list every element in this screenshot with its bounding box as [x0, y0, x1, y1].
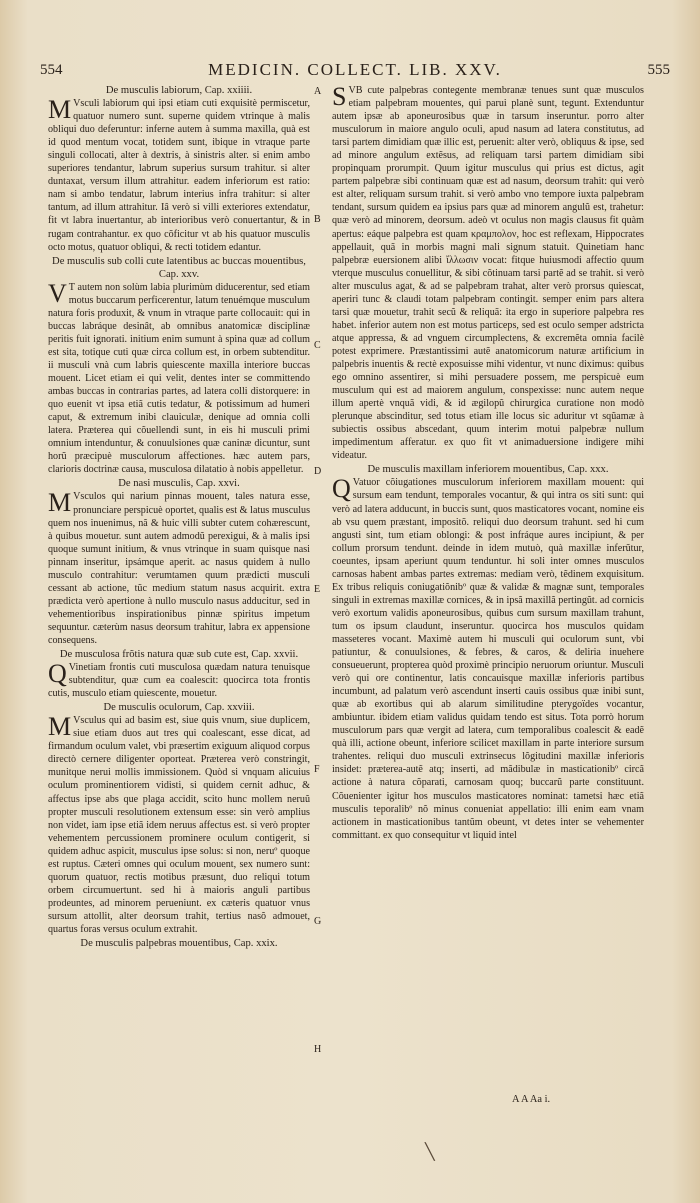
- chapter-title: De musculis oculorum, Cap. xxviii.: [103, 702, 255, 714]
- pen-mark: ╲: [425, 1144, 435, 1161]
- paragraph: [48, 490, 310, 647]
- initial-letter: Q: [48, 659, 67, 689]
- paragraph-text: Vatuor cõiugationes musculorum inferiorem maxillam mouent: qui sursum eam tendunt, temporales vocantur, & qui intra os siti sunt: qui verò ad latera adducunt, in buccis sunt, quos masticatores vocant, nomine eis ab vsu quem præstant, impositõ. reliqui duo deorsum trahunt. sed hi cum angusti sint, tum etiam oblongi: & post infráque aures incipiunt, & per collum prorsum tendunt. deinde in idem mutuò, quà maxillæ inferũtur, coeuntes, ipsam aperiunt quum tenduntur. hi soli inter omnes musculos carnosas habent ambas partes extremas: mediam verò, tẽdinem exquisitum. Ex tribus reliquis coniugatiõnibº quæ & validæ & magnæ sunt, temporales singuli in extremas maxillæ cornices, & in ipsã maxillã pertingũt. ad cornicis verò exortum validis aponeurosibus, quibus cum sursum maxillam trahunt, tum os ipsum claudunt, inseruntur. quocirca hos musculos quidam masseteres vocant. Maximè autem hi musculi qui oculorum sunt, vbi patiuntur, & conuulsiones, & febres, & caros, & deliria inuehere consueuerunt, propterea quòd proximè principio neruorum oriuntur. Musculi verò qui ore continentur, latis concauisque maxillæ inferioris partibus incumbunt, ad palatum verò ascendunt inserti cauis ossibus quæ inibi sunt, quæ ab exortibus qui ab alarum similitudine pterygoïdes vocantur, ambiuntur. ibidem etiam validus quidam tendo est situs. Tota porrò horum musculorum pars quæ vergit ad latera, cum temporalibus coalescit & eadẽ quà illi, actione obeunt, inferiore scilicet maxillam in parte interiore sursum trahentes. reliqui duo musculi extrinsecus lõgitudini maxillæ inferioris insidet: præterea-autẽ atq; inserti, ad mãdibulæ in masticationibº circã actione à natura cõparati, carnosam quoq; buccarũ parte constituunt. Cõuenienter igitur hos musculos masticatores nominat: tametsi hæc etiã musculis teporalibº nõ minus conueniat appellatio: illi enim eam vnam actionem in masticationibus tantũm obeunt, vt detes inter se vehementer committant. ex quo consequitur vt liquid intel: [332, 477, 644, 841]
- margin-letter: C: [314, 340, 321, 351]
- right-text-column: [332, 84, 644, 843]
- paragraph-text: Vsculi labiorum qui ipsi etiam cuti exquisitè permiscetur, quatuor numero sunt. superne quidem vtrinque à malis obliqui duo deferuntur: inferne autem à summa maxilla, quà est id quod mentum vocat, totidem sunt, ibique in vtraque parte singuli collocati, alter à dextris, à sinistris alter. si enim ambo superiores tendantur, labrum superius sursum trahitur. si alter duntaxat, versum illum attrahitur. eadem inferiorum est ratio: nam si ambo tendatur, labrum interius infra trahitur: si alter tantum, ad illum attrahitur. Iâ verò si villi exteriores extendatur, fit vt labra inuertantur, ab interioribus verò conuertantur, & in rugam contrahantur. ex quo cõficitur vt ab his quatuor musculis octo motus, quatuor obliqui, & recti totidem edantur.: [48, 98, 310, 253]
- paragraph-text: Vsculos qui narium pinnas mouent, tales natura esse, pronunciare perspicuè oportet, qualis est & latus musculus quem nos inuenimus, nã & huic villi subter cutem cohærescunt, à quibus mouetur. sunt autem admodũ perexigui, & à malis ipsi quoque sumunt initium, & vnus vtrinque in suam quisque nasi pinnam inseritur, ipsámque aperit. ac nasus quidem à nullo musculo contrahitur: verumtamen quum prædicti musculi cessant ab actione, tũc medium statum nasus acquirit. extra prædicta verò apertione à nullo musculo nasus adducitur, sed in vehementioribus inspirationibus pinnæ spiritus impetum sequuntur. cæterùm nasus deorsum trahitur, labra ex appensione consequens.: [48, 491, 310, 646]
- initial-letter: M: [48, 95, 72, 125]
- margin-letter: G: [314, 916, 322, 927]
- initial-letter: S: [332, 82, 347, 111]
- page-number-left: 554: [40, 62, 63, 78]
- page-number-right: 555: [647, 62, 670, 78]
- margin-letters: [314, 84, 330, 1055]
- chapter-title: De musculis labiorum, Cap. xxiiii.: [105, 85, 253, 96]
- margin-letter: H: [314, 1044, 322, 1055]
- margin-letter: A: [314, 86, 322, 97]
- paragraph: [48, 97, 310, 254]
- chapter-title: De nasi musculis, Cap. xxvi.: [118, 478, 240, 490]
- initial-letter: Q: [332, 474, 351, 504]
- chapter-title: De musculis sub colli cute latentibus ac buccas mouentibus, Cap. xxv.: [52, 255, 306, 280]
- signature-mark: A A Aa i.: [512, 1094, 551, 1105]
- margin-letter: D: [314, 466, 322, 477]
- paragraph: [332, 476, 644, 841]
- paragraph-text: VB cute palpebras contegente membranæ tenues sunt quæ musculos etiam palpebram mouentes, qui parui planè sunt, tegunt. Extenduntur autem ipsæ ab aponeurosibus quæ in tarsum inseruntur. porro alter musculorum in maiore angulo oculi, apud nasum ad latera constitutus, ad tarsi partem dimidiam quæ illic est, peruenit: alter verò, obliquus & ipse, sed ad minore angulum extẽsus, ad reliquam tarsi partem dimidiam sibi propinquam prorumpit. Quum igitur musculus qui prius est dictus, agit partem palpebræ sibi continuam quæ est ad nasum, deorsum trahit: qui verò est alter, reliquam sursum trahit. si verò ambo vno tempore iuxta palpebram tendant, sursum quidem ea ipsius pars quæ ad minorem angulũ est, trahetur: quæ verò ad minorem, deorsum. adeò vt oculus non magis clausus fit quàm apertus: eáque palpebra est quam κραμπολον, hoc est reflexam, Hippocrates appellauit, quã in morbis magni mali signum statuit. Quinetiam hanc palpebræ euersionem alibi ἴλλωσιν vocat: fitque huiusmodi affectio quum vterque musculus conuellitur, & sibi cõtinuam tarsi partẽ ad se trahit. si verò alter musculus agat, & ad se palpebram trahat, alter verò prorsus quiescat, aperiri tunc & claudi totam palpebram contingit. semper enim pars altera tarsi quæ mouetur, trahit secũ & reliquã: ita ergo in superiore palpebra res habet. inferior autem non est motus particeps, sed est oculo semper adstricta atque appressa, & ad vnguem circumplectens, & excremẽta omnia facilè potest exprimere. Præstantissimi autẽ anatomicorum naturæ artificium in palpebris inuentis & rectè exposuisse mihi videntur, vt nunc diximus: quibus ego omnino assentirer, si mihi persuadere possem, me perspicuè eum musculum qui est ad maiorem angulum, conspexisse: nunc autem neque illum apertè vnquã vidi, & id ægilopũ chirurgica curatione non modò plerunque abscinditur, sed totus etiam ille locus sic aduritur vt sqũamæ à subiectis ossibus abscedant, quum interim motui palpebræ nullum impedimentum afferatur. ex quo fit vt animaduersione indigere mihi videatur.: [332, 85, 644, 462]
- paragraph: [48, 714, 310, 936]
- paragraph: [48, 278, 310, 477]
- paragraph: [332, 84, 644, 462]
- paragraph-text: Vinetiam frontis cuti musculosa quædam natura tenuisque subtenditur, quæ cum ea coalescit: quocirca tota frontis cutis, musculo etiam quiescente, mouetur.: [48, 662, 310, 700]
- initial-letter: M: [48, 712, 72, 742]
- paragraph-text: Vsculus qui ad basim est, siue quis vnum, siue duplicem, siue etiam duos aut tres qui coalescant, esse dicat, ad firmandum oculum valet, vbi præsertim exiguum aliquod corpus directò cernere diligenter oporteat. Præterea verò constringit, munitque nerui mollis immissionem. Quòd si vnquam alicuius oculum prominentiorem vidisti, si quidem cernit adhuc, & affectus ipse abs que plaga accidit, scito hunc mollem neruũ propter musculi resolutionem extensum esse: sin verò amplius non videt, iam ipse etiã idem neruus affectus est. si verò propter vehementem percussionem prominere oculum contigerit, si quidem adhuc aspicit, musculus ipse solus: si non, neruº quoque est ruptus. Cæteri omnes qui oculum mouent, sex numero sunt: quorum quatuor, rectis motibus præsunt, duo reliqui totum orbem circumuertunt. sed hi à maioris anguli partibus prodeuntes, ad minorem perueniunt. ex cæteris quatuor vnus sursum attollit, alter deorsum trahit, tertius nasõ admouet, quartus foras versus oculum extrahit.: [48, 715, 310, 935]
- paragraph-text: T autem non solùm labia plurimùm diducerentur, sed etiam motus buccarum perficerentur, latum tenuémque musculum natura foris produxit, & vnum in vtraque parte collocauit: qui in buccas labráque desinât, ab omnibus anatomicæ disciplinæ peritis fuit ignorati. initium enim sumunt à spina quæ ad collum est sita, totique cuti quæ circa collum est, in orbem subtenditur. ii musculi vnà cum labris quiescente maxilla interiore buccas mouent. Licet etiam ei qui velit, dentes inter se committendo ambas buccas in contrarias partes, ad latera colli distorquere: in quo euenit vt ipsa etiã cutis tedatur, & potissimum ad humeri caput, & extremum inibi clauiculæ, denique ad omnia colli latera. Præterea qui cõuellendi sunt, in eis hi musculi primi omnium intenduntur, & conuulsiones quæ caninæ dicuntur, sunt horũ præcipuè musculorum affectiones. hæc autem pars, clarioris doctrinæ causa, musculosa dilatatio à nobis appelletur.: [48, 281, 310, 476]
- margin-letter: F: [314, 764, 320, 775]
- chapter-title: De musculis palpebras mouentibus, Cap. xxix.: [80, 938, 278, 950]
- margin-letter: E: [314, 584, 321, 595]
- running-title: MEDICIN. COLLECT. LIB. XXV.: [208, 60, 502, 79]
- chapter-title: De musculis maxillam inferiorem mouentibus, Cap. xxx.: [367, 464, 609, 476]
- initial-letter: M: [48, 488, 72, 518]
- page-header: [40, 60, 670, 84]
- initial-letter: V: [48, 278, 67, 308]
- margin-letter: B: [314, 214, 321, 225]
- paragraph: [48, 661, 310, 700]
- left-text-column: [48, 84, 310, 950]
- chapter-title: De musculosa frõtis natura quæ sub cute est, Cap. xxvii.: [59, 649, 299, 661]
